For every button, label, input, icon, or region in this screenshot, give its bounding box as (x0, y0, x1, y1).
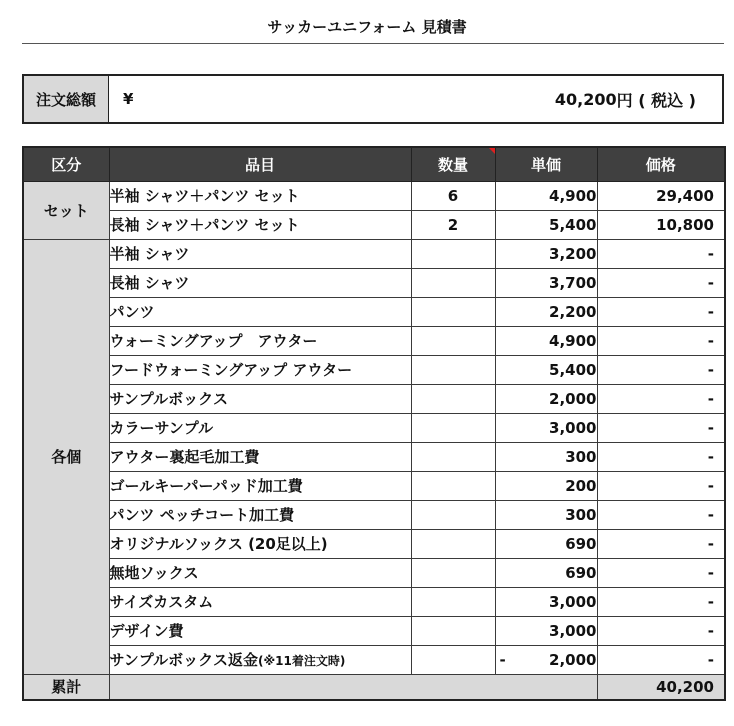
item-name: サンプルボックス返金 (109, 651, 259, 669)
table-row (23, 616, 725, 645)
price-cell[interactable]: - (597, 268, 725, 297)
item-name-cell[interactable] (109, 587, 411, 616)
table-row (23, 587, 725, 616)
quantity-cell[interactable]: 2 (411, 210, 495, 239)
price-cell[interactable]: - (597, 355, 725, 384)
unit-price-cell[interactable] (495, 558, 597, 587)
unit-price-value: 300 (565, 447, 597, 466)
order-total-amount[interactable] (163, 76, 722, 122)
estimate-table (22, 146, 726, 701)
sum-label: 累計 (23, 674, 109, 700)
unit-price-cell[interactable] (495, 326, 597, 355)
item-name: カラーサンプル (109, 419, 214, 437)
price-cell[interactable]: - (597, 500, 725, 529)
unit-price-value: 4,900 (549, 186, 597, 205)
item-name: アウター裏起毛加工費 (109, 448, 260, 466)
quantity-cell[interactable]: 6 (411, 181, 495, 210)
unit-price-cell[interactable] (495, 239, 597, 268)
sum-value[interactable]: 40,200 (597, 674, 725, 700)
table-row (23, 413, 725, 442)
price-cell[interactable]: - (597, 413, 725, 442)
table-row (23, 529, 725, 558)
item-name-cell[interactable] (109, 616, 411, 645)
quantity-cell[interactable] (411, 645, 495, 674)
unit-price-sign: - (499, 650, 506, 669)
unit-price-value: 3,200 (549, 244, 597, 263)
table-row (23, 268, 725, 297)
price-cell[interactable]: - (597, 616, 725, 645)
table-row (23, 239, 725, 268)
price-cell[interactable]: - (597, 645, 725, 674)
unit-price-value: 2,200 (549, 302, 597, 321)
price-cell[interactable]: - (597, 529, 725, 558)
unit-price-value: 200 (565, 476, 597, 495)
unit-price-value: 690 (565, 563, 597, 582)
quantity-cell[interactable] (411, 384, 495, 413)
item-name: 無地ソックス (109, 564, 199, 582)
item-name: 半袖 シャツ (109, 245, 190, 263)
order-total-box (22, 74, 724, 124)
quantity-cell[interactable] (411, 587, 495, 616)
item-name: デザイン費 (109, 622, 184, 640)
unit-price-cell[interactable] (495, 529, 597, 558)
sum-row (23, 674, 725, 700)
item-name-cell[interactable] (109, 384, 411, 413)
unit-price-value: 300 (565, 505, 597, 524)
item-name: ウォーミングアップ アウター (109, 332, 318, 350)
price-cell[interactable]: - (597, 384, 725, 413)
quantity-cell[interactable] (411, 268, 495, 297)
item-name: 長袖 シャツ＋パンツ セット (109, 216, 300, 234)
unit-price-cell[interactable] (495, 587, 597, 616)
item-name: パンツ ペッチコート加工費 (109, 506, 295, 524)
comment-marker-icon (489, 148, 495, 154)
unit-price-cell[interactable] (495, 413, 597, 442)
header-price: 価格 (597, 147, 725, 181)
page-title: サッカーユニフォーム 見積書 (267, 18, 467, 36)
unit-price-value: 690 (565, 534, 597, 553)
table-row (23, 297, 725, 326)
price-cell[interactable]: - (597, 558, 725, 587)
quantity-cell[interactable] (411, 239, 495, 268)
table-row (23, 355, 725, 384)
unit-price-value: 3,700 (549, 273, 597, 292)
item-name: サンプルボックス (109, 390, 229, 408)
quantity-cell[interactable] (411, 297, 495, 326)
unit-price-value: 3,000 (549, 621, 597, 640)
unit-price-cell[interactable] (495, 616, 597, 645)
quantity-cell[interactable] (411, 355, 495, 384)
item-name-cell[interactable] (109, 500, 411, 529)
item-name-cell[interactable] (109, 239, 411, 268)
category-set: セット (23, 181, 109, 239)
table-row (23, 558, 725, 587)
quantity-cell[interactable] (411, 326, 495, 355)
item-note: (※11着注文時) (258, 654, 346, 668)
unit-price-value: 5,400 (549, 215, 597, 234)
order-total-suffix: 円 ( 税込 ) (616, 90, 696, 110)
item-name-cell[interactable] (109, 297, 411, 326)
item-name: フードウォーミングアップ アウター (109, 361, 353, 379)
item-name-cell[interactable] (109, 326, 411, 355)
item-name: ゴールキーパーパッド加工費 (109, 477, 303, 495)
item-name-cell[interactable] (109, 558, 411, 587)
unit-price-cell[interactable] (495, 384, 597, 413)
quantity-cell[interactable] (411, 413, 495, 442)
header-quantity-label: 数量 (437, 155, 468, 174)
quantity-cell[interactable] (411, 616, 495, 645)
unit-price-cell[interactable] (495, 210, 597, 239)
item-name-cell[interactable] (109, 413, 411, 442)
currency-symbol: ¥ (123, 90, 134, 108)
unit-price-value: 2,000 (549, 389, 597, 408)
unit-price-value: 2,000 (549, 650, 597, 669)
item-name-cell[interactable] (109, 471, 411, 500)
unit-price-cell[interactable] (495, 297, 597, 326)
unit-price-cell[interactable] (495, 645, 597, 674)
header-unit-price: 単価 (495, 147, 597, 181)
unit-price-value: 3,000 (549, 592, 597, 611)
table-row (23, 326, 725, 355)
item-name-cell[interactable] (109, 529, 411, 558)
unit-price-value: 3,000 (549, 418, 597, 437)
table-row (23, 471, 725, 500)
quantity-cell[interactable] (411, 529, 495, 558)
item-name-cell[interactable] (109, 355, 411, 384)
unit-price-cell[interactable] (495, 471, 597, 500)
price-cell[interactable]: - (597, 297, 725, 326)
order-total-value: 40,200 (554, 89, 617, 109)
table-row (23, 442, 725, 471)
sum-spacer (109, 674, 597, 700)
header-category: 区分 (23, 147, 109, 181)
header-quantity (411, 147, 495, 181)
unit-price-cell[interactable] (495, 355, 597, 384)
table-row (23, 500, 725, 529)
header-item: 品目 (109, 147, 411, 181)
item-name-cell[interactable] (109, 210, 411, 239)
price-cell[interactable]: 10,800 (597, 210, 725, 239)
unit-price-cell[interactable] (495, 442, 597, 471)
price-cell[interactable]: - (597, 442, 725, 471)
item-name: オリジナルソックス (20足以上) (109, 535, 328, 553)
item-name-cell[interactable] (109, 268, 411, 297)
table-row (23, 384, 725, 413)
quantity-cell[interactable] (411, 500, 495, 529)
item-name: パンツ (109, 303, 155, 321)
quantity-cell[interactable] (411, 471, 495, 500)
table-row (23, 645, 725, 674)
price-cell[interactable]: 29,400 (597, 181, 725, 210)
unit-price-value: 4,900 (549, 331, 597, 350)
price-cell[interactable]: - (597, 326, 725, 355)
item-name-cell[interactable] (109, 645, 411, 674)
quantity-cell[interactable] (411, 442, 495, 471)
order-total-label: 注文総額 (24, 76, 109, 122)
price-cell[interactable]: - (597, 471, 725, 500)
unit-price-cell[interactable] (495, 500, 597, 529)
item-name: サイズカスタム (109, 593, 214, 611)
table-header-row (23, 147, 725, 181)
item-name: 半袖 シャツ＋パンツ セット (109, 187, 300, 205)
table-row (23, 181, 725, 210)
category-individual: 各個 (23, 239, 109, 674)
price-cell[interactable]: - (597, 587, 725, 616)
item-name-cell[interactable] (109, 442, 411, 471)
table-row (23, 210, 725, 239)
item-name-cell[interactable] (109, 181, 411, 210)
title-underline (22, 43, 724, 44)
price-cell[interactable]: - (597, 239, 725, 268)
unit-price-value: 5,400 (549, 360, 597, 379)
unit-price-cell[interactable] (495, 268, 597, 297)
quantity-cell[interactable] (411, 558, 495, 587)
item-name: 長袖 シャツ (109, 274, 190, 292)
unit-price-cell[interactable] (495, 181, 597, 210)
